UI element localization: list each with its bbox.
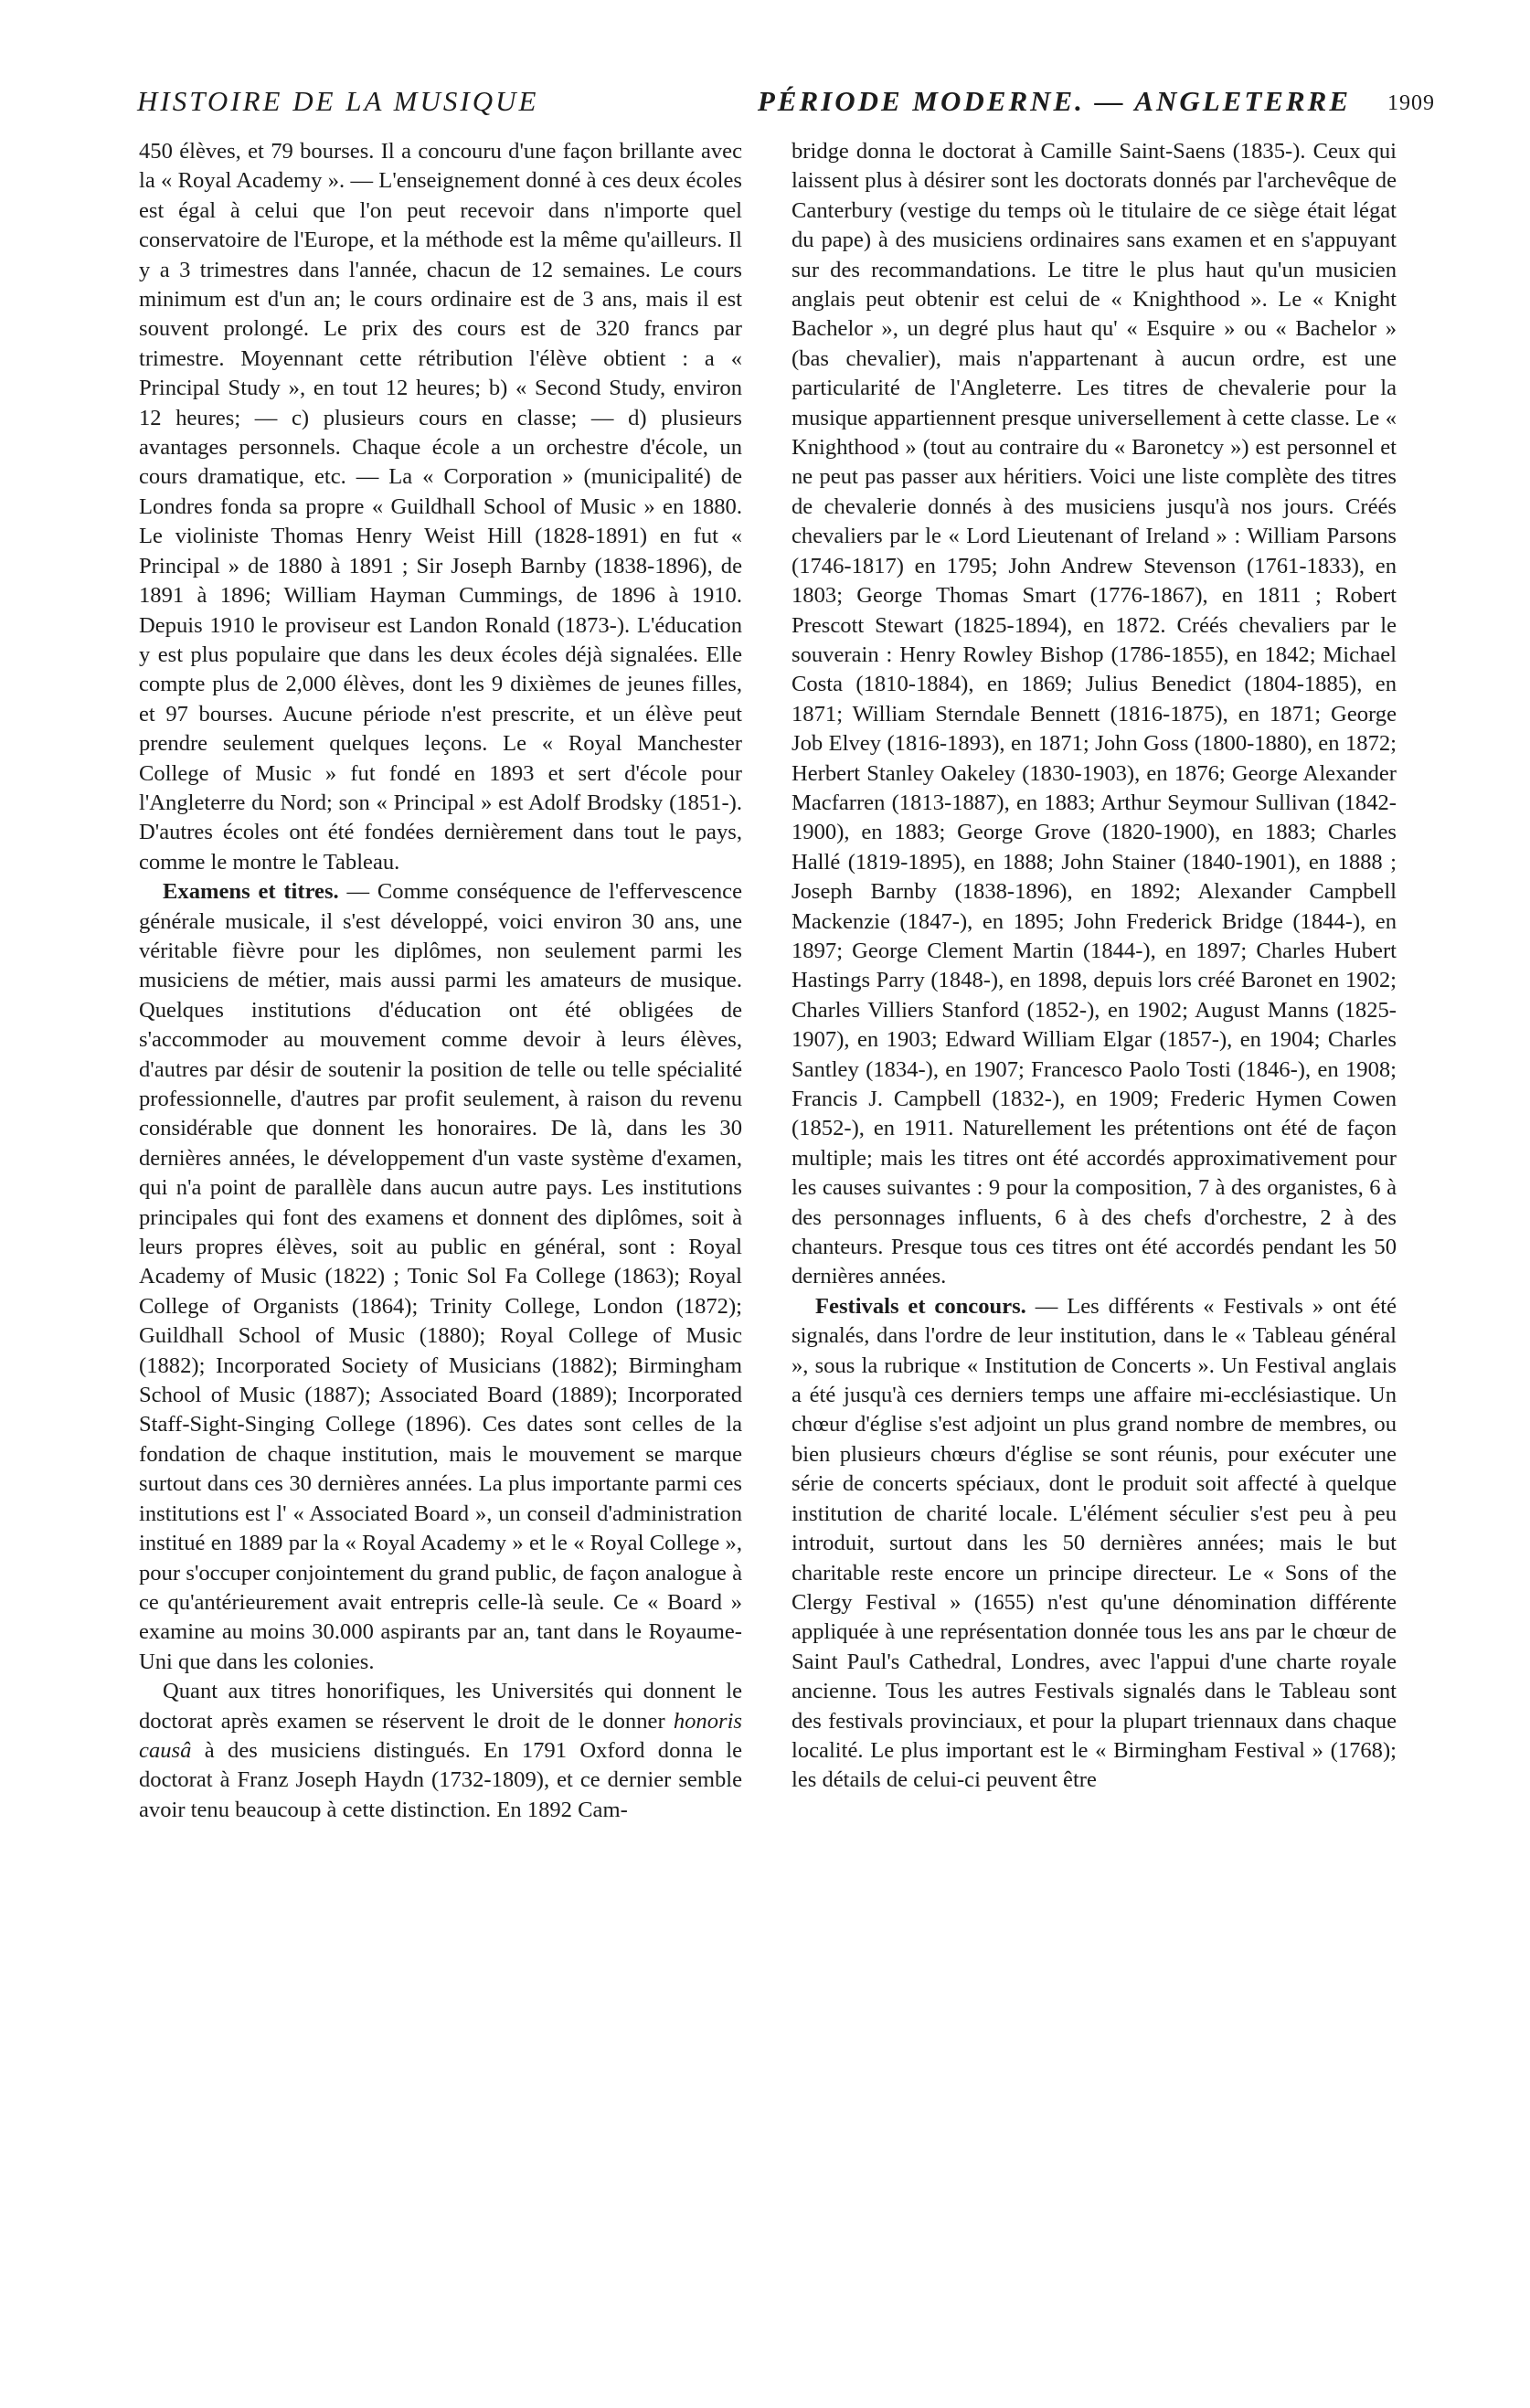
paragraph-titres-text-b: à des musiciens distingués. En 1791 Oxford donna le doctorat à Franz Joseph Haydn (1732-1809), et ce dernier semble avoir tenu beaucoup à cette distinction. En 1892 Cam- xyxy=(139,1737,742,1822)
right-column xyxy=(792,137,1397,2358)
latin-phrase: honoris causâ xyxy=(139,1708,742,1763)
header-title-right: PÉRIODE MODERNE. — ANGLETERRE xyxy=(757,85,1351,117)
paragraph-chevalerie: bridge donna le doctorat à Camille Saint-Saens (1835-). Ceux qui laissent plus à désirer sont les doctorats donnés par l'archevêque de Canterbury (vestige du temps où le titulaire de ce siège était légat du pape) à des musiciens ordinaires sans examen et en s'appuyant sur des recommandations. Le titre le plus haut qu'un musicien anglais peut obtenir est celui de « Knighthood ». Le « Knight Bachelor », un degré plus haut qu' « Esquire » ou « Bachelor » (bas chevalier), mais n'appartenant à aucun ordre, est une particularité de l'Angleterre. Les titres de chevalerie pour la musique appartiennent presque universellement à cette classe. Le « Knighthood » (tout au contraire du « Baronetcy ») est personnel et ne peut pas passer aux héritiers. Voici une liste complète des titres de chevalerie donnés à des musiciens jusqu'à nos jours. Créés chevaliers par le « Lord Lieutenant of Ireland » : William Parsons (1746-1817) en 1795; John Andrew Stevenson (1761-1833), en 1803; George Thomas Smart (1776-1867), en 1811 ; Robert Prescott Stewart (1825-1894), en 1872. Créés chevaliers par le souverain : Henry Rowley Bishop (1786-1855), en 1842; Michael Costa (1810-1884), en 1869; Julius Benedict (1804-1885), en 1871; William Sterndale Bennett (1816-1875), en 1871; George Job Elvey (1816-1893), en 1871; John Goss (1800-1880), en 1872; Herbert Stanley Oakeley (1830-1903), en 1876; George Alexander Macfarren (1813-1887), en 1883; Arthur Seymour Sullivan (1842-1900), en 1883; George Grove (1820-1900), en 1883; Charles Hallé (1819-1895), en 1888; John Stainer (1840-1901), en 1888 ; Joseph Barnby (1838-1896), en 1892; Alexander Campbell Mackenzie (1847-), en 1895; John Frederick Bridge (1844-), en 1897; George Clement Martin (1844-), en 1897; Charles Hubert Hastings Parry (1848-), en 1898, depuis lors créé Baronet en 1902; Charles Villiers Stanford (1852-), en 1902; August Manns (1825-1907), en 1903; Edward William Elgar (1857-), en 1904; Charles Santley (1834-), en 1907; Francesco Paolo Tosti (1846-), en 1908; Francis J. Campbell (1832-), en 1909; Frederic Hymen Cowen (1852-), en 1911. Naturellement les prétentions ont été de façon multiple; mais les titres ont été accordés approximativement pour les causes suivantes : 9 pour la composition, 7 à des organistes, 6 à des personnages influents, 6 à des chefs d'orchestre, 2 à des chanteurs. Presque tous ces titres ont été accordés pendant les 50 dernières années. xyxy=(792,139,1397,1289)
section-heading-festivals: Festivals et concours. xyxy=(815,1293,1026,1319)
paragraph-festivals-text: — Les différents « Festivals » ont été signalés, dans l'ordre de leur institution, dans le « Tableau général », sous la rubrique « Institution de Concerts ». Un Festival anglais a été jusqu'à ces derniers temps une affaire mi-ecclésiastique. Un chœur d'église s'est adjoint un plus grand nombre de membres, ou bien plusieurs chœurs d'église se sont réunis, pour exécuter une série de concerts spéciaux, dont le produit soit affecté à quelque institution de charité locale. L'élément séculier s'est peu à peu introduit, surtout dans les 50 dernières années; mais le but charitable reste encore un principe directeur. Le « Sons of the Clergy Festival » (1655) n'est qu'une dénomination différente appliquée à une représentation donnée tous les ans par le chœur de Saint Paul's Cathedral, Londres, avec l'appui d'une charte royale ancienne. Tous les autres Festivals signalés dans le Tableau sont des festivals provinciaux, et pour la plupart triennaux dans chaque localité. Le plus important est le « Birmingham Festival » (1768); les détails de celui-ci peuvent être xyxy=(792,1293,1397,1793)
page-number: 1909 xyxy=(1387,91,1435,115)
header-title-left: HISTOIRE DE LA MUSIQUE xyxy=(137,85,539,117)
paragraph-ecoles: 450 élèves, et 79 bourses. Il a concouru d'une façon brillante avec la « Royal Academy ». — L'enseignement donné à ces deux écoles est égal à celui que l'on peut recevoir dans n'importe quel conservatoire de l'Europe, et la méthode est la même qu'ailleurs. Il y a 3 trimestres dans l'année, chacun de 12 semaines. Le cours minimum est d'un an; le cours ordinaire est de 3 ans, mais il est souvent prolongé. Le prix des cours est de 320 francs par trimestre. Moyennant cette rétribution l'élève obtient : a « Principal Study », en tout 12 heures; b) « Second Study, environ 12 heures; — c) plusieurs cours en classe; — d) plusieurs avantages personnels. Chaque école a un orchestre d'école, un cours dramatique, etc. — La « Corporation » (municipalité) de Londres fonda sa propre « Guildhall School of Music » en 1880. Le violiniste Thomas Henry Weist Hill (1828-1891) en fut « Principal » de 1880 à 1891 ; Sir Joseph Barnby (1838-1896), de 1891 à 1896; William Hayman Cummings, de 1896 à 1910. Depuis 1910 le proviseur est Landon Ronald (1873-). L'éducation y est plus populaire que dans les deux écoles déjà signalées. Elle compte plus de 2,000 élèves, dont les 9 dixièmes de jeunes filles, et 97 bourses. Aucune période n'est prescrite, et un élève peut prendre seulement quelques leçons. Le « Royal Manchester College of Music » fut fondé en 1893 et sert d'école pour l'Angleterre du Nord; son « Principal » est Adolf Brodsky (1851-). D'autres écoles ont été fondées dernièrement dans tout le pays, comme le montre le Tableau. xyxy=(139,139,742,875)
paragraph-titres-honorifiques xyxy=(139,1677,742,1825)
paragraph-titres-text-a: Quant aux titres honorifiques, les Universités qui donnent le doctorat après examen se réservent le droit de le donner xyxy=(139,1679,742,1734)
paragraph-festivals xyxy=(792,1292,1397,1796)
section-heading-examens: Examens et titres. xyxy=(163,879,339,905)
paragraph-examens-text: — Comme conséquence de l'effervescence générale musicale, il s'est développé, voici environ 30 ans, une véritable fièvre pour les diplômes, non seulement parmi les musiciens de métier, mais aussi parmi les amateurs de musique. Quelques institutions d'éducation ont été obligées de s'accommoder au mouvement comme devoir à leurs élèves, d'autres par désir de soutenir la position de telle ou telle spécialité professionnelle, d'autres par profit seulement, à raison du revenu considérable que donnent les honoraires. De là, dans les 30 dernières années, le développement d'un vaste système d'examen, qui n'a point de parallèle dans aucun autre pays. Les institutions principales qui font des examens et donnent des diplômes, soit à leurs propres élèves, soit au public en général, sont : Royal Academy of Music (1822) ; Tonic Sol Fa College (1863); Royal College of Organists (1864); Trinity College, London (1872); Guildhall School of Music (1880); Royal College of Music (1882); Incorporated Society of Musicians (1882); Birmingham School of Music (1887); Associated Board (1889); Incorporated Staff-Sight-Singing College (1896). Ces dates sont celles de la fondation de chaque institution, mais le mouvement se marque surtout dans ces 30 dernières années. La plus importante parmi ces institutions est l' « Associated Board », un conseil d'administration institué en 1889 par la « Royal Academy » et le « Royal College », pour s'occuper conjointement du grand public, de façon analogue à ce qu'antérieurement avait entrepris celle-là seule. Ce « Board » examine au moins 30.000 aspirants par an, tant dans le Royaume-Uni que dans les colonies. xyxy=(139,879,742,1674)
left-column xyxy=(139,137,742,2358)
running-header xyxy=(137,80,1435,122)
paragraph-examens xyxy=(139,877,742,1677)
